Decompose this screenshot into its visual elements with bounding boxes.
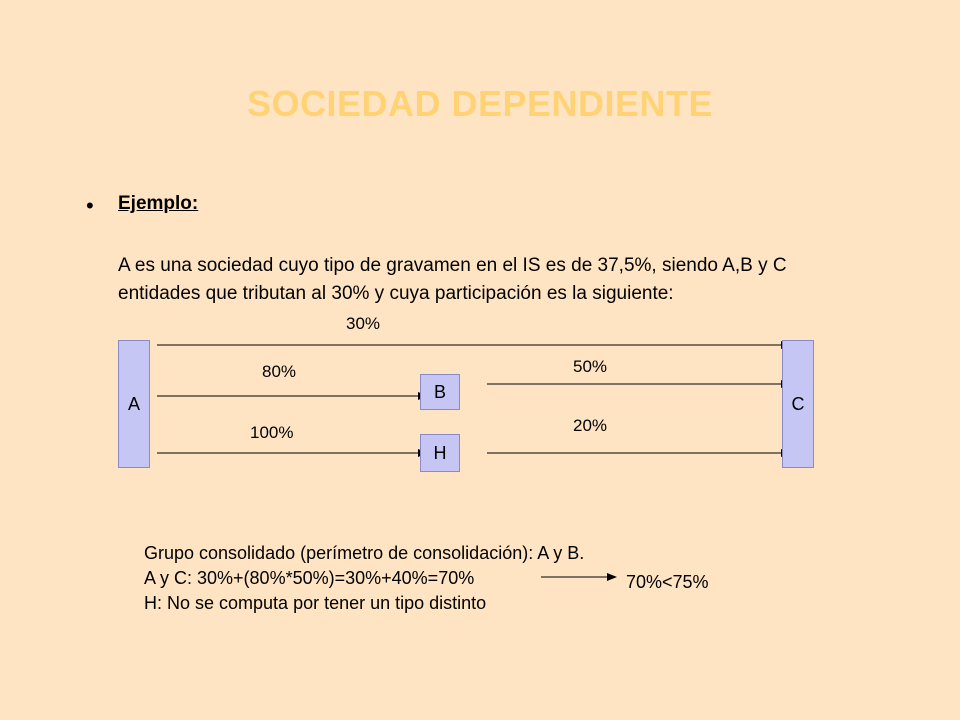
bullet-marker: •	[86, 193, 94, 218]
pct-h-to-c: 20%	[573, 416, 608, 435]
entity-h	[420, 434, 460, 472]
entity-b	[420, 374, 460, 410]
paragraph-line-1: A es una sociedad cuyo tipo de gravamen en el IS es de 37,5%, siendo A,B y C	[118, 255, 787, 276]
summary-line-3: H: No se computa por tener un tipo distinto	[144, 593, 487, 613]
pct-b-to-c: 50%	[573, 357, 608, 376]
entity-c-label: C	[791, 393, 805, 414]
pct-a-to-b: 80%	[262, 362, 297, 381]
summary-line-2: A y C: 30%+(80%*50%)=30%+40%=70%	[144, 568, 475, 588]
pct-a-to-h: 100%	[250, 423, 294, 442]
entity-b-label: B	[433, 381, 446, 402]
comparison-result: 70%<75%	[626, 572, 709, 592]
summary-line-1: Grupo consolidado (perímetro de consolidación): A y B.	[144, 543, 585, 563]
entity-h-label: H	[433, 442, 447, 463]
consolidation-summary	[144, 541, 584, 616]
example-heading: Ejemplo:	[118, 193, 199, 214]
pct-a-to-c: 30%	[346, 314, 381, 333]
entity-a-label: A	[127, 393, 140, 414]
entity-c	[782, 340, 814, 468]
paragraph-line-2: entidades que tributan al 30% y cuya participación es la siguiente:	[118, 283, 674, 304]
slide-title: SOCIEDAD DEPENDIENTE	[246, 83, 714, 124]
entity-a	[118, 340, 150, 468]
